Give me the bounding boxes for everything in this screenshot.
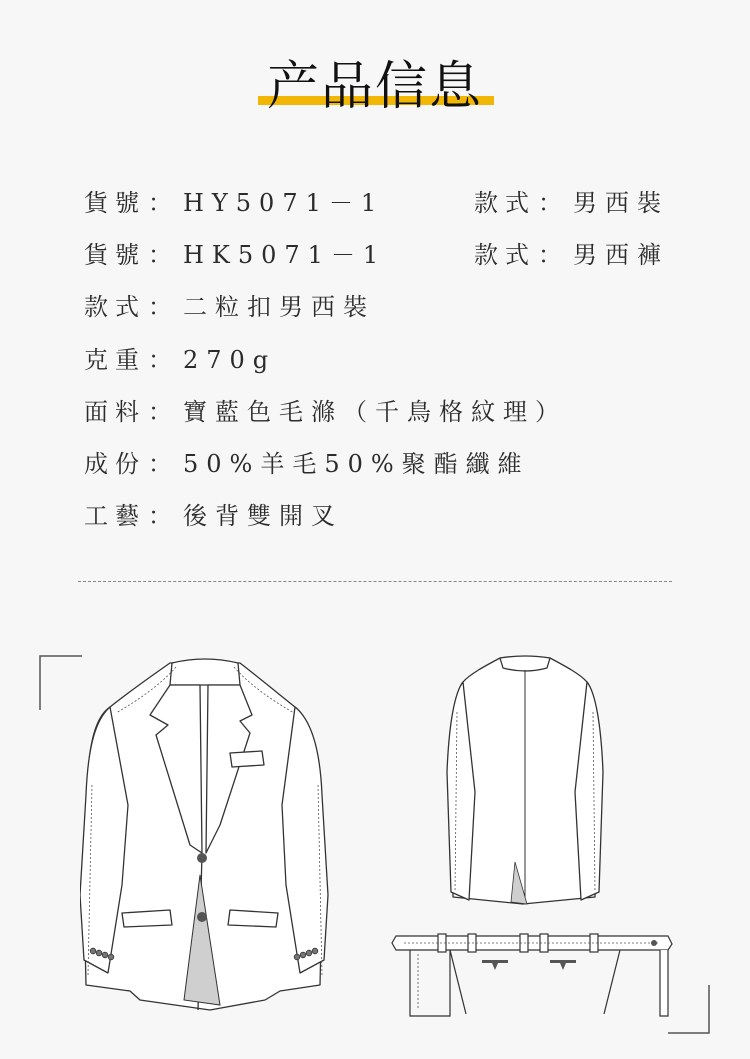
spec-label: 貨號 bbox=[84, 241, 146, 269]
jacket-back-illustration bbox=[445, 652, 610, 910]
spec-label: 成份 bbox=[84, 450, 146, 478]
spec-value: 270g bbox=[183, 346, 277, 374]
spec-value: 寶藍色毛滌（千鳥格紋理） bbox=[183, 398, 567, 426]
spec-label: 工藝 bbox=[84, 502, 146, 530]
jacket-front-illustration bbox=[80, 655, 330, 1030]
spec-label: 款式 bbox=[84, 293, 146, 321]
spec-label: 貨號 bbox=[84, 189, 146, 217]
spec-value: 50%羊毛50%聚酯纖維 bbox=[183, 450, 530, 478]
top-left-bracket bbox=[40, 656, 82, 710]
spec-label: 克重 bbox=[84, 346, 146, 374]
spec-label: 面料 bbox=[84, 398, 146, 426]
page-title: 产品信息 bbox=[266, 57, 483, 117]
spec-value: 二粒扣男西裝 bbox=[183, 293, 375, 321]
spec-separator: ： bbox=[538, 189, 569, 217]
spec-value: 男西褲 bbox=[573, 241, 669, 269]
spec-separator: ： bbox=[148, 346, 179, 374]
spec-separator: ： bbox=[148, 502, 179, 530]
spec-label: 款式 bbox=[474, 241, 536, 269]
spec-separator: ： bbox=[148, 450, 179, 478]
spec-separator: ： bbox=[148, 189, 179, 217]
spec-value: HK5071－1 bbox=[183, 241, 387, 269]
spec-value: 後背雙開叉 bbox=[183, 502, 343, 530]
spec-value: HY5071－1 bbox=[183, 189, 385, 217]
spec-label: 款式 bbox=[474, 189, 536, 217]
spec-value: 男西裝 bbox=[573, 189, 669, 217]
spec-separator: ： bbox=[148, 293, 179, 321]
spec-separator: ： bbox=[148, 241, 179, 269]
trousers-waistband-illustration bbox=[390, 930, 680, 1020]
spec-separator: ： bbox=[538, 241, 569, 269]
spec-separator: ： bbox=[148, 398, 179, 426]
